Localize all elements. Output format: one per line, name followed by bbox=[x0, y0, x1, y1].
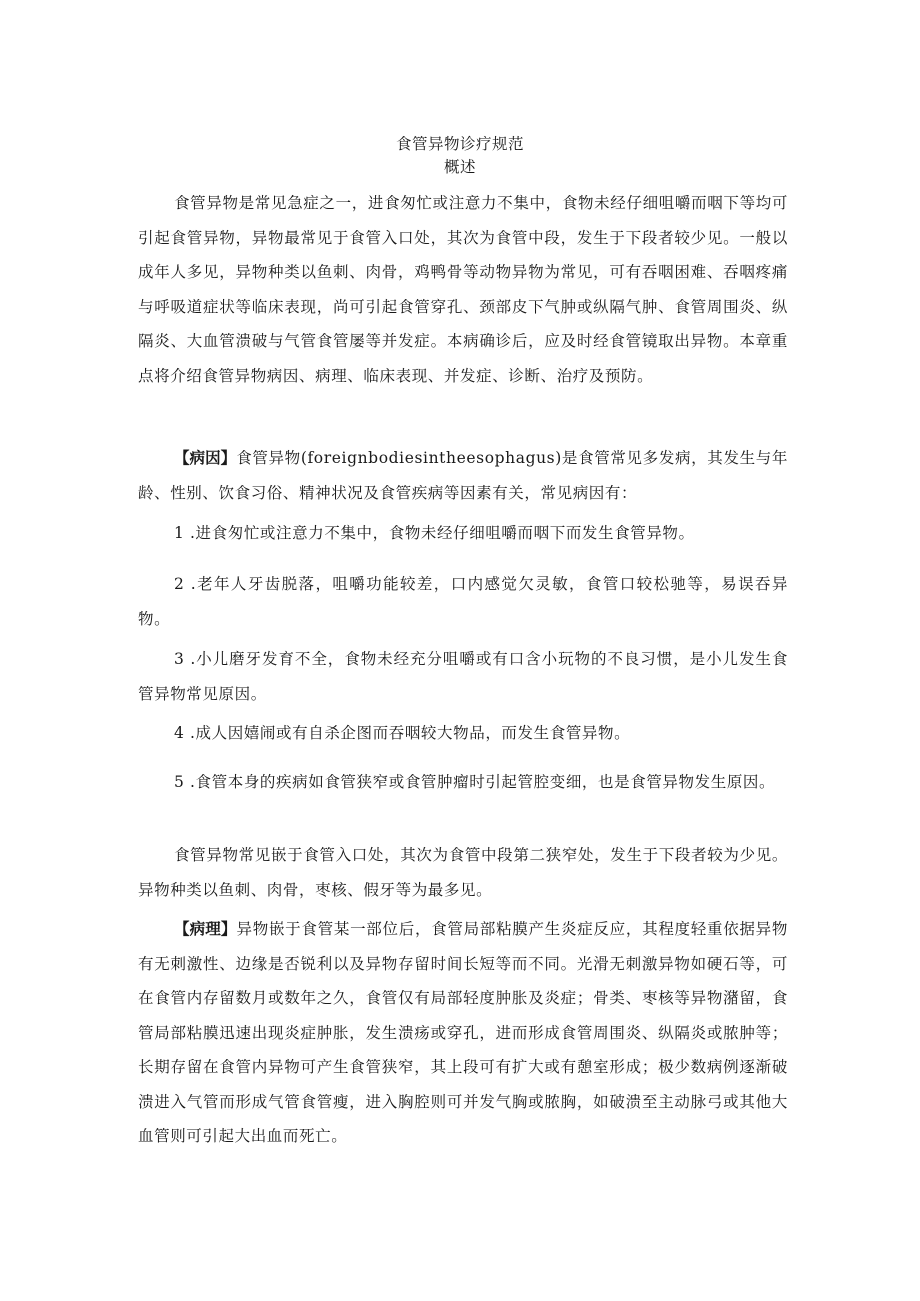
document-title: 食管异物诊疗规范 bbox=[395, 135, 524, 153]
pathology-marker: 【病理】 bbox=[174, 919, 237, 938]
cause-list-item: 3 .小儿磨牙发育不全，食物未经充分咀嚼或有口含小玩物的不良习惯，是小儿发生食管异物常见原因。 bbox=[138, 650, 788, 703]
cause-marker: 【病因】 bbox=[174, 448, 237, 467]
pathology-paragraph bbox=[138, 912, 788, 1154]
section-heading-overview: 概述 bbox=[443, 158, 476, 176]
cause-paragraph bbox=[138, 441, 788, 510]
overview-paragraph: 食管异物是常见急症之一，进食匆忙或注意力不集中，食物未经仔细咀嚼而咽下等均可引起食管异物，异物最常见于食管入口处，其次为食管中段，发生于下段者较少见。一般以成年人多见，异物种类以鱼刺、肉骨，鸡鸭骨等动物异物为常见，可有吞咽困难、吞咽疼痛与呼吸道症状等临床表现，尚可引起食管穿孔、颈部皮下气肿或纵隔气肿、食管周围炎、纵隔炎、大血管溃破与气管食管屡等并发症。本病确诊后，应及时经食管镜取出异物。本章重点将介绍食管异物病因、病理、临床表现、并发症、诊断、治疗及预防。 bbox=[138, 194, 788, 385]
cause-list-item: 2 .老年人牙齿脱落，咀嚼功能较差，口内感觉欠灵敏，食管口较松驰等，易误吞异物。 bbox=[138, 575, 788, 628]
cause-text: 食管异物(foreignbodiesintheesophagus)是食管常见多发病，其发生与年龄、性别、饮食习俗、精神状况及食管疾病等因素有关，常见病因有： bbox=[138, 449, 788, 502]
cause-list-item: 4 .成人因嬉闹或有自杀企图而吞咽较大物品，而发生食管异物。 bbox=[174, 724, 631, 742]
pathology-text: 异物嵌于食管某一部位后，食管局部粘膜产生炎症反应，其程度轻重依据异物有无刺激性、边缘是否锐利以及异物存留时间长短等而不同。光滑无刺激异物如硬石等，可在食管内存留数月或数年之久，食管仅有局部轻度肿胀及炎症；骨类、枣核等异物潴留，食管局部粘膜迅速出现炎症肿胀，发生溃疡或穿孔，进而形成食管周围炎、纵隔炎或脓肿等；长期存留在食管内异物可产生食管狭窄，其上段可有扩大或有憩室形成；极少数病例逐渐破溃进入气管而形成气管食管瘦，进入胸腔则可并发气胸或脓胸，如破溃至主动脉弓或其他大血管则可引起大出血而死亡。 bbox=[138, 920, 788, 1145]
location-paragraph: 食管异物常见嵌于食管入口处，其次为食管中段第二狭窄处，发生于下段者较为少见。异物种类以鱼刺、肉骨，枣核、假牙等为最多见。 bbox=[138, 846, 788, 899]
cause-list-item: 5 .食管本身的疾病如食管狭窄或食管肿瘤时引起管腔变细，也是食管异物发生原因。 bbox=[174, 773, 776, 791]
cause-list-item: 1 .进食匆忙或注意力不集中，食物未经仔细咀嚼而咽下而发生食管异物。 bbox=[174, 524, 695, 542]
